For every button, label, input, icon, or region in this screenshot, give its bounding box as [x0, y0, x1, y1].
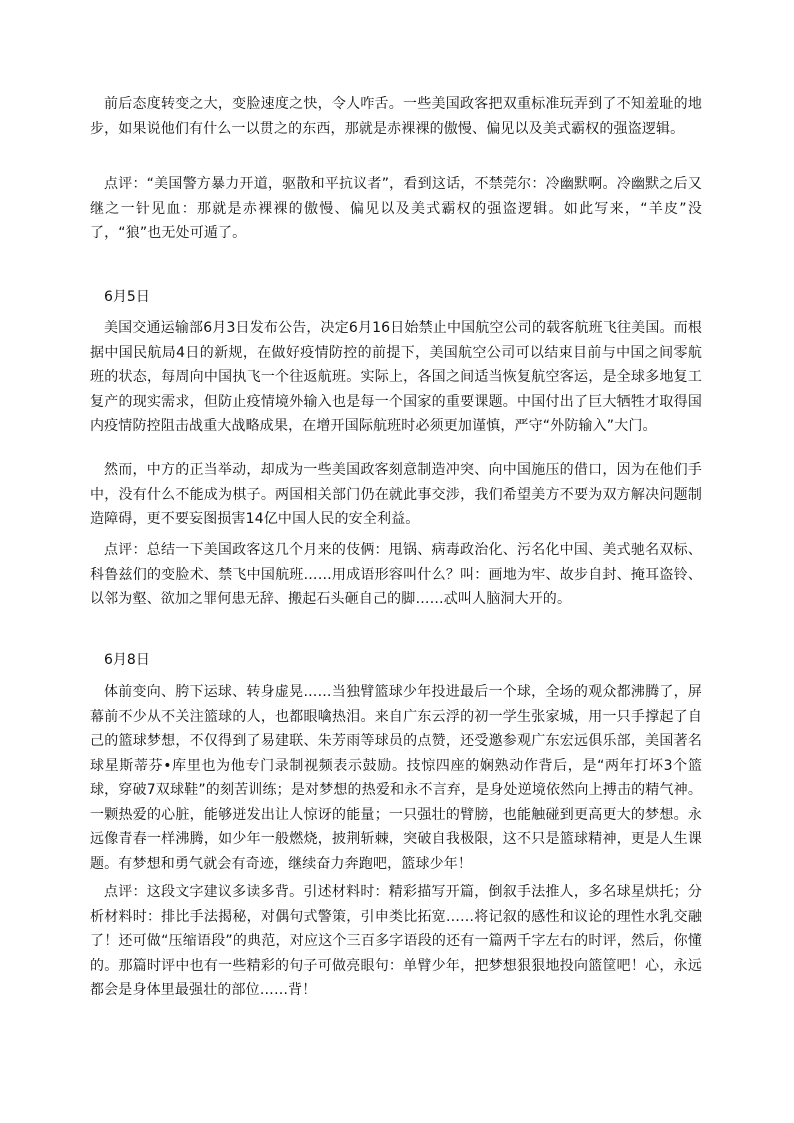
commentary-paragraph: 点评：“美国警方暴力开道，驱散和平抗议者”，看到这话，不禁莞尔：冷幽默啊。冷幽默之后又继之一针见血：那就是赤裸裸的傲慢、偏见以及美式霸权的强盗逻辑。如此写来，“羊皮”没了，“狼”也无处可遁了。 — [90, 176, 702, 241]
commentary-paragraph: 点评：总结一下美国政客这几个月来的伎俩：甩锅、病毒政治化、污名化中国、美式驰名双标、科鲁兹们的变脸术、禁飞中国航班……用成语形容叫什么？叫：画地为牢、故步自封、掩耳盗铃、以邻为壑、欲加之罪何患无辞、搬起石头砸自己的脚……忒叫人脑洞大开的。 — [90, 542, 702, 607]
paragraph: 然而，中方的正当举动，却成为一些美国政客刻意制造冲突、向中国施压的借口，因为在他们手中，没有什么不能成为棋子。两国相关部门仍在就此事交涉，我们希望美方不要为双方解决问题制造障碍，更不要妄图损害14亿中国人民的安全利益。 — [90, 462, 702, 527]
date-heading-june-8: 6月8日 — [104, 652, 150, 668]
date-heading-june-5: 6月5日 — [104, 289, 150, 305]
paragraph: 美国交通运输部6月3日发布公告，决定6月16日始禁止中国航空公司的载客航班飞往美国。而根据中国民航局4日的新规，在做好疫情防控的前提下，美国航空公司可以结束目前与中国之间零航班的状态，每周向中国执飞一个往返航班。实际上，各国之间适当恢复航空客运，是全球多地复工复产的现实需求，但防止疫情境外输入也是每一个国家的重要课题。中国付出了巨大牺牲才取得国内疫情防控阻击战重大战略成果，在增开国际航班时必须更加谨慎，严守“外防输入”大门。 — [90, 320, 702, 434]
paragraph: 体前变向、胯下运球、转身虚晃……当独臂篮球少年投进最后一个球，全场的观众都沸腾了，屏幕前不少从不关注篮球的人，也都眼噙热泪。来自广东云浮的初一学生张家城，用一只手撑起了自己的篮球梦想，不仅得到了易建联、朱芳雨等球员的点赞，还受邀参观广东宏远俱乐部，美国著名球星斯蒂芬•库里也为他专门录制视频表示鼓励。技惊四座的娴熟动作背后，是“两年打坏3个篮球，穿破7双球鞋”的刻苦训练；是对梦想的热爱和永不言弃，是身处逆境依然向上搏击的精气神。一颗热爱的心脏，能够迸发出让人惊讶的能量；一只强壮的臂膀，也能触碰到更高更大的梦想。永远像青春一样沸腾，如少年一般燃烧，披荆斩棘，突破自我极限，这不只是篮球精神，更是人生课题。有梦想和勇气就会有奇迹，继续奋力奔跑吧，篮球少年！ — [90, 684, 702, 872]
paragraph: 前后态度转变之大，变脸速度之快，令人咋舌。一些美国政客把双重标准玩弄到了不知羞耻的地步，如果说他们有什么一以贯之的东西，那就是赤裸裸的傲慢、偏见以及美式霸权的强盗逻辑。 — [90, 96, 702, 137]
commentary-paragraph: 点评：这段文字建议多读多背。引述材料时：精彩描写开篇，倒叙手法推人，多名球星烘托；分析材料时：排比手法揭秘，对偶句式警策，引申类比拓宽……将记叙的感性和议论的理性水乳交融了！还可做“压缩语段”的典范，对应这个三百多字语段的还有一篇两千字左右的时评，然后，你懂的。那篇时评中也有一些精彩的句子可做亮眼句：单臂少年，把梦想狠狠地投向篮筐吧！心，永远都会是身体里最强壮的部位……背！ — [90, 884, 702, 998]
